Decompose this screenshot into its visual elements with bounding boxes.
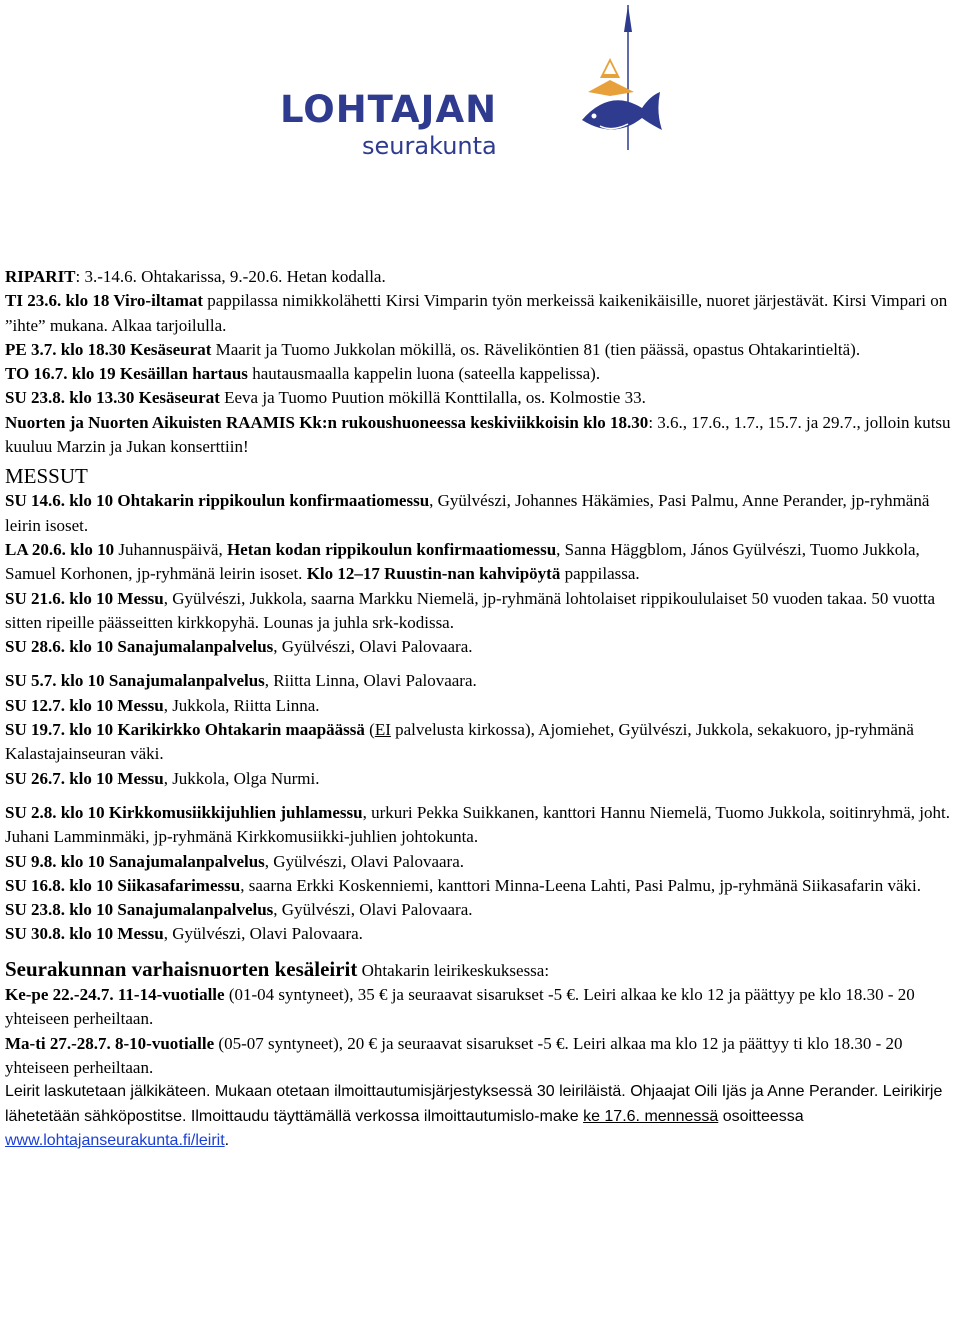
ti-date: TI 23.6. klo 18 Viro-iltamat <box>5 291 204 311</box>
messu-la206-bold2: Hetan kodan rippikoulun konfirmaatiomessu <box>226 539 557 559</box>
leiri-mati <box>5 1032 955 1081</box>
messu-su98 <box>5 850 955 874</box>
spacer <box>5 791 955 801</box>
ti-event <box>5 289 955 338</box>
messu-su197-text2: palvelusta kirkossa), Ajomiehet, Gyülvészi, Jukkola, sekakuoro, jp-ryhmänä Kalastajainseuran väki. <box>5 720 914 764</box>
leiri-info-text2: osoitteessa <box>718 1107 804 1125</box>
messu-su127-bold: SU 12.7. klo 10 Messu <box>5 695 164 715</box>
messu-la206-text1: Juhannuspäivä, <box>114 539 227 559</box>
compass-fish-icon <box>570 0 665 165</box>
messu-su267 <box>5 767 955 791</box>
riparit-text: : 3.-14.6. Ohtakarissa, 9.-20.6. Hetan kodalla. <box>75 267 386 286</box>
messu-su238b-text: , Gyülvészi, Olavi Palovaara. <box>273 900 473 920</box>
to-text: hautausmaalla kappelin luona (sateella kappelissa). <box>247 364 601 384</box>
messu-su286-bold: SU 28.6. klo 10 Sanajumalanpalvelus <box>5 637 274 657</box>
messut-heading: MESSUT <box>5 464 88 489</box>
messu-su127 <box>5 694 955 718</box>
messu-la206-text3: pappilassa. <box>560 564 640 584</box>
spacer <box>5 659 955 669</box>
su238-text: Eeva ja Tuomo Puution mökillä Konttilalla, os. Kolmostie 33. <box>219 388 646 408</box>
messu-su146-text: , Gyülvészi, Johannes Häkämies, Pasi Palmu, Anne Perander, jp-ryhmänä leirin isoset. <box>5 491 930 535</box>
leiri-kepe-bold: Ke-pe 22.-24.7. 11-14-vuotialle <box>5 985 225 1005</box>
messu-su238b <box>5 898 955 922</box>
messu-su216 <box>5 587 955 636</box>
messu-su57-bold: SU 5.7. klo 10 Sanajumalanpalvelus <box>5 671 265 691</box>
logo <box>270 0 670 175</box>
messu-su28-text: , urkuri Pekka Suikkanen, kanttori Hannu Niemelä, Tuomo Jukkola, soitinryhmä, joht. Juhani Lamminmäki, jp-ryhmänä Kirkkomusiikki-juhlien johtokunta. <box>5 802 950 847</box>
messu-la206-text2: , Sanna Häggblom, János Gyülvészi, Tuomo Jukkola, Samuel Korhonen, jp-ryhmänä leirin isoset. <box>5 539 920 584</box>
riparit-line <box>5 265 955 289</box>
leirit-heading-line <box>5 957 955 983</box>
document-body <box>5 265 955 1153</box>
messu-su28 <box>5 801 955 850</box>
messu-su238b-bold: SU 23.8. klo 10 Sanajumalanpalvelus <box>5 900 274 920</box>
messu-su197-ei: EI <box>374 720 391 740</box>
messu-su168 <box>5 874 955 898</box>
leiri-mati-text: (05-07 syntyneet), 20 € ja seuraavat sisarukset -5 €. Leiri alkaa ma klo 12 ja päättyy ti klo 18.30 - 20 yhteiseen perheiltaan. <box>5 1033 903 1077</box>
raamis-event <box>5 411 955 460</box>
messu-su197-text1: ( <box>364 720 375 740</box>
leiri-info-text1: Leirit laskutetaan jälkikäteen. Mukaan otetaan ilmoittautumisjärjestyksessä 30 leiriläistä. Ohjaajat Oili Ijäs ja Anne Perander. Leirikirje lähetetään sähköpostitse. Ilmoittaudu täyttämällä verkossa ilmoittautumislo-make <box>5 1083 943 1125</box>
messu-su308 <box>5 922 955 946</box>
pe-event <box>5 338 955 362</box>
logo-title: LOHTAJAN <box>280 88 498 131</box>
su238-date: SU 23.8. klo 13.30 Kesäseurat <box>5 388 220 408</box>
raamis-date: Nuorten ja Nuorten Aikuisten RAAMIS Kk:n rukoushuoneessa keskiviikkoisin klo 18.30 <box>5 412 649 432</box>
riparit-label: RIPARIT <box>5 267 76 286</box>
messu-su197-bold: SU 19.7. klo 10 Karikirkko Ohtakarin maapäässä <box>5 720 365 740</box>
logo-subtitle: seurakunta <box>362 132 497 160</box>
leirit-heading: Seurakunnan varhaisnuorten kesäleirit <box>5 956 358 981</box>
pe-date: PE 3.7. klo 18.30 Kesäseurat <box>5 339 212 359</box>
messu-su146-bold: SU 14.6. klo 10 Ohtakarin rippikoulun konfirmaatiomessu <box>5 491 430 511</box>
messu-su308-bold: SU 30.8. klo 10 Messu <box>5 924 164 944</box>
leiri-info <box>5 1080 955 1153</box>
messu-su216-text: , Gyülvészi, Jukkola, saarna Markku Niemelä, jp-ryhmänä lohtolaiset rippikoululaiset 50 vuoden takaa. 50 vuotta sitten ripeille päässeitten kirkkopyhä. Lounas ja juhla srk-kodissa. <box>5 588 936 632</box>
su238-event <box>5 386 955 410</box>
messu-su57 <box>5 669 955 693</box>
messu-su98-bold: SU 9.8. klo 10 Sanajumalanpalvelus <box>5 851 265 871</box>
messu-su168-text: , saarna Erkki Koskenniemi, kanttori Minna-Leena Lahti, Pasi Palmu, jp-ryhmänä Siikasafarin väki. <box>240 875 921 895</box>
leiri-kepe <box>5 983 955 1032</box>
leiri-deadline: ke 17.6. mennessä <box>583 1107 719 1125</box>
messu-su216-bold: SU 21.6. klo 10 Messu <box>5 588 164 608</box>
messu-su28-bold: SU 2.8. klo 10 Kirkkomusiikkijuhlien juhlamessu <box>5 802 363 822</box>
leiri-info-text3: . <box>224 1131 230 1149</box>
messu-su168-bold: SU 16.8. klo 10 Siikasafarimessu <box>5 875 241 895</box>
messu-su146 <box>5 489 955 538</box>
messu-la206 <box>5 538 955 587</box>
messu-la206-bold1: LA 20.6. klo 10 <box>5 539 115 559</box>
messu-su267-text: , Jukkola, Olga Nurmi. <box>163 768 320 788</box>
messu-su286 <box>5 635 955 659</box>
ti-text: pappilassa nimikkolähetti Kirsi Vimparin työn merkeissä kaikenikäisille, nuoret järjestävät. Kirsi Vimpari on ”ihte” mukana. Alkaa tarjoilulla. <box>5 291 948 335</box>
messu-su197 <box>5 718 955 767</box>
spacer <box>5 947 955 957</box>
to-event <box>5 362 955 386</box>
messu-su308-text: , Gyülvészi, Olavi Palovaara. <box>163 924 363 944</box>
messu-la206-bold3: Klo 12–17 Ruustin-nan kahvipöytä <box>306 564 561 584</box>
leiri-mati-bold: Ma-ti 27.-28.7. 8-10-vuotialle <box>5 1033 215 1053</box>
messu-su286-text: , Gyülvészi, Olavi Palovaara. <box>273 637 473 657</box>
messu-su127-text: , Jukkola, Riitta Linna. <box>163 695 320 715</box>
leiri-kepe-text: (01-04 syntyneet), 35 € ja seuraavat sisarukset -5 €. Leiri alkaa ke klo 12 ja päättyy pe klo 18.30 - 20 yhteiseen perheiltaan. <box>5 985 915 1029</box>
pe-text: Maarit ja Tuomo Jukkolan mökillä, os. Räveliköntien 81 (tien päässä, opastus Ohtakarintieltä). <box>211 339 861 359</box>
to-date: TO 16.7. klo 19 Kesäillan hartaus <box>5 364 248 384</box>
leirit-heading-suffix: Ohtakarin leirikeskuksessa: <box>357 960 550 980</box>
messu-su98-text: , Gyülvészi, Olavi Palovaara. <box>264 851 465 871</box>
messu-su57-text: , Riitta Linna, Olavi Palovaara. <box>264 671 477 691</box>
leiri-registration-link[interactable]: www.lohtajanseurakunta.fi/leirit <box>5 1131 225 1149</box>
raamis-text: : 3.6., 17.6., 1.7., 15.7. ja 29.7., jolloin kutsu kuuluu Marzin ja Jukan konserttiin! <box>5 412 951 457</box>
messu-su267-bold: SU 26.7. klo 10 Messu <box>5 768 164 788</box>
